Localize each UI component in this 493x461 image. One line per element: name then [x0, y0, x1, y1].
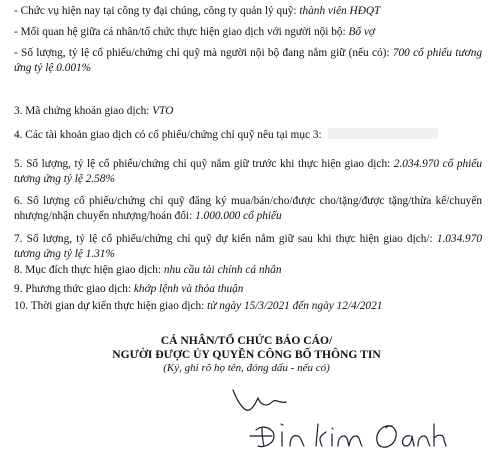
signature-stroke-a [403, 436, 414, 446]
item-3-label: 3. Mã chứng khoán giao dịch: [14, 105, 153, 117]
signature-stroke-d-bowl [256, 427, 274, 446]
signature-subtitle: (Ký, ghi rõ họ tên, đóng dấu - nếu có) [163, 362, 330, 374]
signature-scribble [233, 390, 286, 410]
item-7-label: 7. Số lượng, tỷ lệ cổ phiếu/chứng chỉ quỹ dự kiến nắm giữ sau khi thực hiện giao dịch/: [14, 233, 437, 245]
signature-title-line-1: CÁ NHÂN/TỔ CHỨC BÁO CÁO/ [160, 334, 333, 347]
item-9-label: 9. Phương thức giao dịch: [14, 283, 134, 295]
item-6-value: 1.000.000 cổ phiếu [195, 209, 282, 222]
insider-holding-label: - Số lượng, tỷ lệ cổ phiếu/chứng chỉ quỹ mà người nội bộ đang nắm giữ (nếu có): [14, 47, 393, 59]
signature-stroke-m [338, 436, 362, 446]
relation-label: - Mối quan hệ giữa cá nhân/tổ chức thực hiện giao dịch với người nội bộ: [14, 26, 349, 38]
signature-stroke-n [290, 436, 304, 446]
item-7-value: 1.034.970 tương ứng tỷ lệ 1.31% [14, 233, 482, 260]
item-8-value: nhu cầu tài chính cá nhân [163, 264, 282, 276]
signature-stroke-d [262, 428, 264, 446]
item-8-label: 8. Mục đích thực hiện giao dịch: [14, 264, 164, 276]
item-3-value: VTO [152, 105, 174, 117]
signature-title-line-2: NGƯỜI ĐƯỢC ỦY QUYỀN CÔNG BỐ THÔNG TIN [112, 348, 381, 361]
item-10-label: 10. Thời gian dự kiến thực hiện giao dịch: [14, 300, 208, 312]
item-5-value: 2.034.970 cổ phiếu tương ứng tỷ lệ 2.58% [14, 158, 482, 185]
item-9-value: khớp lệnh và thỏa thuận [133, 283, 244, 295]
signature-stroke-i [281, 424, 283, 446]
relation-value: Bố vợ [348, 26, 375, 38]
item-6-label: 6. Số lượng cổ phiếu/chứng chỉ quỹ đăng ký mua/bán/cho/được cho/tặng/được tặng/thừa kế/chuyển nhượng/nhận chuyển nhượng/hoán đổi: [14, 195, 482, 222]
signature-stroke-h [434, 424, 446, 446]
item-5-label: 5. Số lượng, tỷ lệ cổ phiếu/chứng chỉ quỹ nắm giữ trước khi thực hiện giao dịch: [14, 158, 394, 170]
signature-stroke-i2 [332, 428, 333, 446]
item-4-text: 4. Các tài khoản giao dịch có cổ phiếu/chứng chỉ quỹ nêu tại mục 3: [14, 129, 322, 141]
insider-holding-value: 700 cổ phiếu tương ứng tỷ lệ 0.001% [14, 47, 482, 74]
item-10-value: từ ngày 15/3/2021 đến ngày 12/4/2021 [207, 300, 383, 312]
position-label: - Chức vụ hiện nay tại công ty đại chúng, công ty quản lý quỹ: [14, 5, 300, 17]
signature-stroke-k [316, 424, 326, 446]
signature-stroke-o [377, 426, 396, 447]
signature-stroke-n2 [418, 436, 430, 446]
position-value: thành viên HĐQT [299, 5, 381, 17]
